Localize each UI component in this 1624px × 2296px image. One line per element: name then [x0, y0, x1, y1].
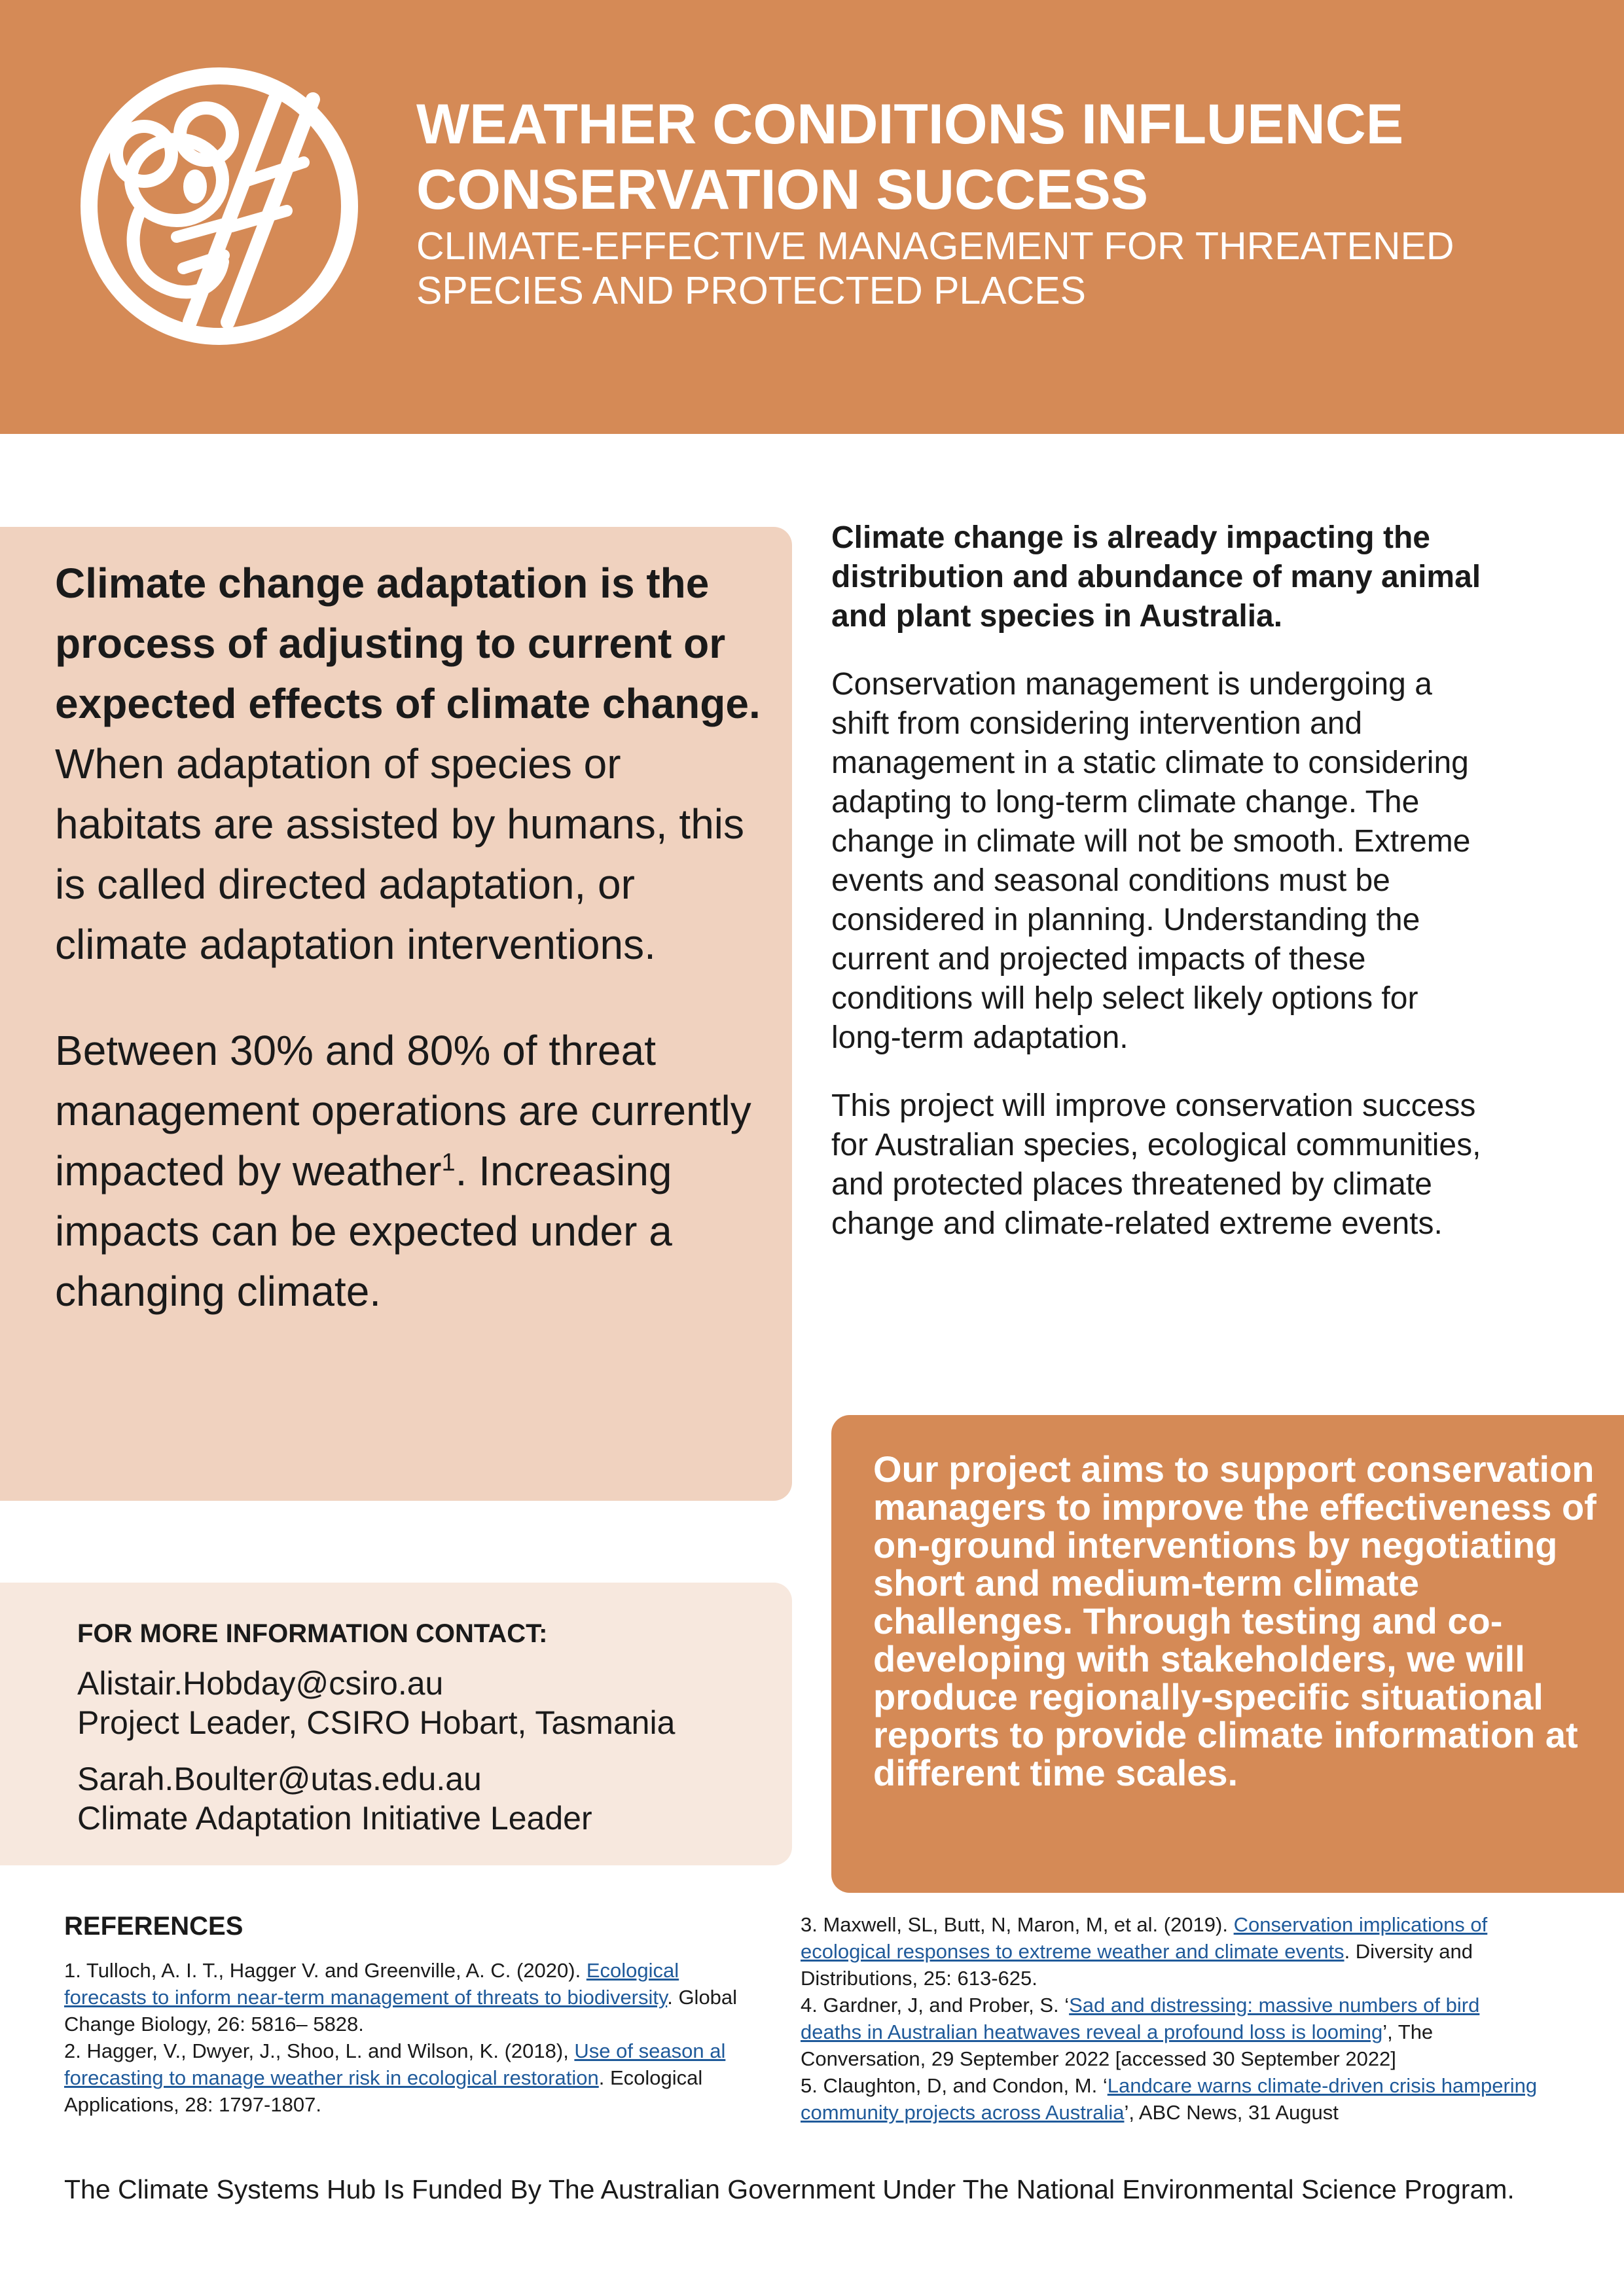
right-paragraph-2: This project will improve conservation success for Australian species, ecological communities, and protected places threatened by climate change and climate-related extreme events.	[831, 1088, 1481, 1241]
contact-box	[0, 1583, 792, 1865]
header-banner	[0, 0, 1624, 434]
reference-5	[801, 2072, 1540, 2126]
contact-2	[77, 1759, 592, 1838]
reference-1	[64, 1957, 758, 2037]
contact-heading: FOR MORE INFORMATION CONTACT:	[77, 1619, 548, 1648]
reference-1-text: 1. Tulloch, A. I. T., Hagger V. and Greenville, A. C. (2020).	[64, 1959, 586, 1982]
footnote-marker: 1	[441, 1149, 456, 1177]
right-paragraph-1: Conservation management is undergoing a shift from considering intervention and management in a static climate to considering adapting to long-term climate change. The change in climate will not be smooth. Extreme events and seasonal conditions must be considered in planning. Understanding the current and projected impacts of these conditions will help select likely options for long-term adaptation.	[831, 667, 1471, 1055]
references-heading: REFERENCES	[64, 1912, 244, 1941]
reference-4-text: 4. Gardner, J, and Prober, S. ‘	[801, 1994, 1070, 2017]
reference-3-link[interactable]: Conservation implications of ecological responses to extreme weather and climate events	[801, 1913, 1488, 1963]
threat-text-before: Between 30% and 80% of threat management operations are currently impacted by weather	[55, 1027, 751, 1194]
title-line-1: WEATHER CONDITIONS INFLUENCE	[416, 93, 1404, 156]
contact-1-email[interactable]: Alistair.Hobday@csiro.au	[77, 1665, 444, 1702]
adaptation-paragraph	[55, 553, 762, 975]
project-aims-text: Our project aims to support conservation managers to improve the effectiveness of on-ground interventions by negotiating short and medium-term climate challenges. Through testing and co-developing with stakeholders, we will produce regionally-specific situational reports to provide climate information at different time scales.	[873, 1448, 1597, 1793]
reference-3-text: 3. Maxwell, SL, Butt, N, Maron, M, et al. (2019).	[801, 1913, 1234, 1936]
adaptation-rest: When adaptation of species or habitats are assisted by humans, this is called directed adaptation, or climate adaptation interventions.	[55, 740, 744, 968]
reference-2-source: . Ecological Applications, 28: 1797-1807.	[64, 2066, 703, 2116]
reference-5-link[interactable]: Landcare warns climate-driven crisis hampering community projects across Australia	[801, 2074, 1538, 2124]
project-aims-box	[831, 1415, 1624, 1893]
references-left	[64, 1910, 758, 2118]
reference-2-link[interactable]: Use of season al forecasting to manage weather risk in ecological restoration	[64, 2039, 726, 2089]
funding-footer: The Climate Systems Hub Is Funded By The Australian Government Under The National Environmental Science Program.	[64, 2174, 1515, 2204]
koala-climbing-tree-icon	[79, 65, 360, 347]
right-column	[831, 518, 1486, 1244]
contact-1-role: Project Leader, CSIRO Hobart, Tasmania	[77, 1704, 676, 1741]
reference-1-link[interactable]: Ecological forecasts to inform near-term management of threats to biodiversity	[64, 1959, 679, 2009]
adaptation-bold-lead: Climate change adaptation is the process of adjusting to current or expected effects of climate change.	[55, 560, 761, 727]
reference-1-source: . Global Change Biology, 26: 5816– 5828.	[64, 1986, 738, 2036]
reference-5-text: 5. Claughton, D, and Condon, M. ‘	[801, 2074, 1108, 2097]
references-right	[801, 1911, 1540, 2126]
reference-2-text: 2. Hagger, V., Dwyer, J., Shoo, L. and Wilson, K. (2018),	[64, 2039, 575, 2062]
reference-4-source: ’, The Conversation, 29 September 2022 [accessed 30 September 2022]	[801, 2020, 1434, 2070]
right-lead: Climate change is already impacting the distribution and abundance of many animal and plant species in Australia.	[831, 520, 1481, 634]
subtitle-line-1: CLIMATE-EFFECTIVE MANAGEMENT FOR THREATENED	[416, 224, 1454, 268]
page-title	[416, 92, 1581, 223]
contact-2-role: Climate Adaptation Initiative Leader	[77, 1800, 592, 1837]
threat-text-after: . Increasing impacts can be expected under a changing climate.	[55, 1147, 672, 1315]
adaptation-definition-box	[0, 527, 792, 1501]
threat-management-paragraph	[55, 1020, 762, 1321]
contact-1	[77, 1664, 675, 1742]
page-subtitle	[416, 224, 1581, 313]
title-line-2: CONSERVATION SUCCESS	[416, 158, 1149, 221]
contact-2-email[interactable]: Sarah.Boulter@utas.edu.au	[77, 1761, 482, 1797]
reference-3	[801, 1911, 1540, 1992]
reference-4-link[interactable]: Sad and distressing: massive numbers of bird deaths in Australian heatwaves reveal a profound loss is looming	[801, 1994, 1480, 2043]
subtitle-line-2: SPECIES AND PROTECTED PLACES	[416, 269, 1086, 312]
reference-3-source: . Diversity and Distributions, 25: 613-625.	[801, 1940, 1473, 1990]
reference-4	[801, 1992, 1540, 2072]
reference-2	[64, 2037, 758, 2118]
reference-5-source: ’, ABC News, 31 August	[1124, 2101, 1339, 2124]
